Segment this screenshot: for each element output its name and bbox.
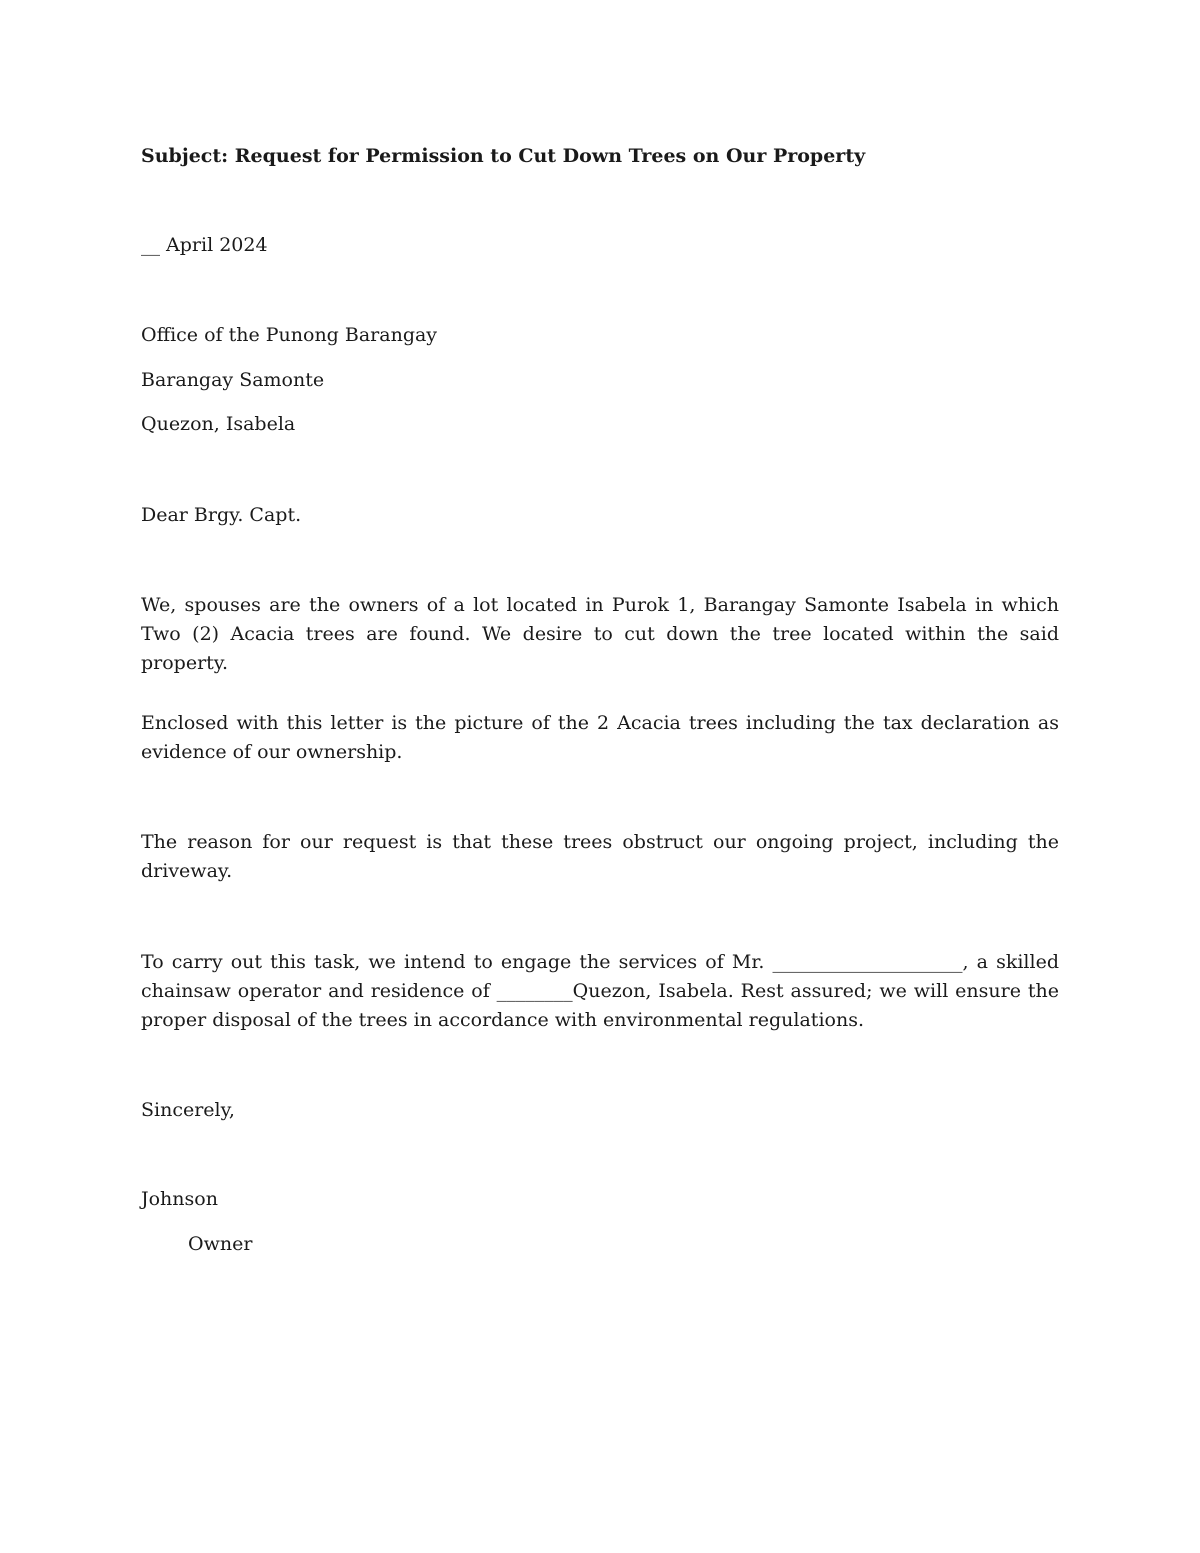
paragraph-services: To carry out this task, we intend to engage the services of Mr. ____________________, a skilled chainsaw operator and residence of ________Quezon, Isabela. Rest assured; we will ensure the proper disposal of the trees in accordance with environmental regulations. — [141, 951, 1059, 1031]
paragraph-reason: The reason for our request is that these trees obstruct our ongoing project, including the driveway. — [141, 831, 1059, 882]
letter-subject: Subject: Request for Permission to Cut Down Trees on Our Property — [141, 145, 866, 167]
paragraph-enclosure: Enclosed with this letter is the picture of the 2 Acacia trees including the tax declaration as evidence of our ownership. — [141, 712, 1059, 763]
letter-date: __ April 2024 — [141, 234, 268, 256]
recipient-address: Quezon, Isabela — [141, 413, 296, 435]
closing: Sincerely, — [141, 1099, 235, 1121]
paragraph-ownership: We, spouses are the owners of a lot located in Purok 1, Barangay Samonte Isabela in which Two (2) Acacia trees are found. We desire to cut down the tree located within the said property. — [141, 594, 1059, 674]
recipient-barangay: Barangay Samonte — [141, 369, 325, 391]
signatory-name: Johnson — [141, 1188, 218, 1210]
salutation: Dear Brgy. Capt. — [141, 504, 302, 526]
recipient-office: Office of the Punong Barangay — [141, 324, 438, 346]
signatory-title: Owner — [188, 1233, 253, 1255]
